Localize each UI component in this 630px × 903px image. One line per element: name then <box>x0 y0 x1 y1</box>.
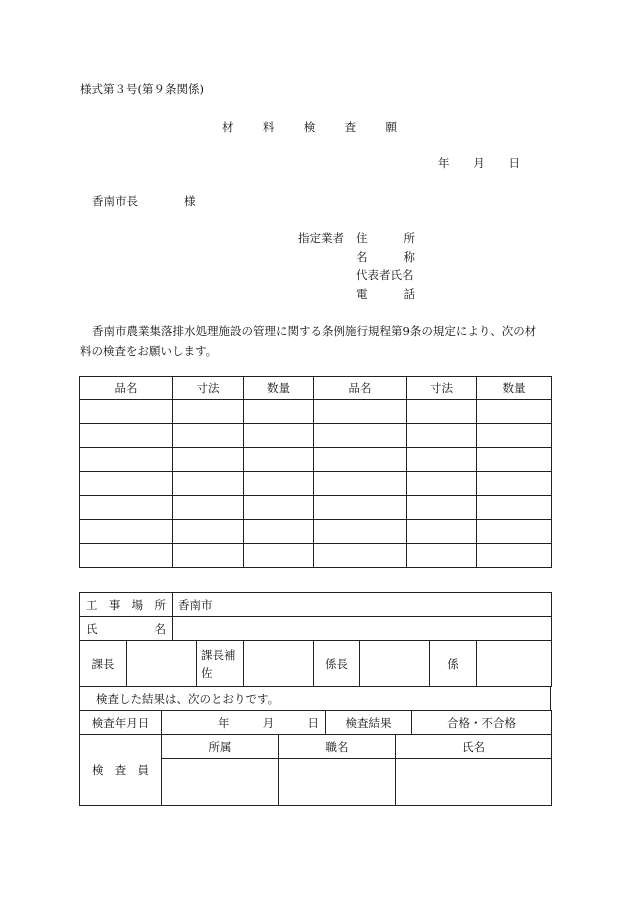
label-char: 氏 <box>86 621 98 636</box>
table-cell[interactable] <box>173 544 244 568</box>
table-header-row <box>80 377 552 400</box>
name-label <box>80 617 173 641</box>
table-cell[interactable] <box>477 448 552 472</box>
label-char: 査 <box>114 763 127 777</box>
body-text-line1: 香南市農業集落排水処理施設の管理に関する条例施行規程第9条の規定により、次の材 <box>92 324 537 338</box>
field-char: 称 <box>403 250 415 264</box>
table-cell[interactable] <box>407 544 477 568</box>
inspector-name-value[interactable] <box>396 759 552 806</box>
table-row <box>80 520 552 544</box>
field-char: 所 <box>403 231 415 245</box>
date-year: 年 <box>438 156 450 170</box>
staff-label: 係 <box>430 641 477 687</box>
applicant-label: 指定業者 <box>298 231 344 245</box>
table-cell[interactable] <box>80 448 173 472</box>
inspector-name-header: 氏名 <box>396 735 552 759</box>
form-number: 様式第３号(第９条関係) <box>80 82 204 96</box>
table-cell[interactable] <box>477 520 552 544</box>
name-row <box>80 617 552 641</box>
table-cell[interactable] <box>173 400 244 424</box>
table-cell[interactable] <box>80 400 173 424</box>
section-chief-stamp[interactable] <box>127 641 197 687</box>
table-cell[interactable] <box>80 424 173 448</box>
table-cell[interactable] <box>314 520 407 544</box>
inspection-result-table <box>79 710 552 735</box>
site-label <box>80 593 173 617</box>
table-cell[interactable] <box>477 544 552 568</box>
applicant-phone-label <box>356 286 415 302</box>
table-cell[interactable] <box>407 424 477 448</box>
inspector-affiliation-value[interactable] <box>162 759 279 806</box>
table-cell[interactable] <box>407 400 477 424</box>
deputy-chief-label-line2: 佐 <box>201 665 213 680</box>
table-cell[interactable] <box>477 424 552 448</box>
table-cell[interactable] <box>80 472 173 496</box>
site-row <box>80 593 552 617</box>
body-text-line2: 料の検査をお願いします。 <box>80 344 218 358</box>
inspector-affiliation-header: 所属 <box>162 735 279 759</box>
table-cell[interactable] <box>407 496 477 520</box>
addressee-honorific: 様 <box>184 194 196 208</box>
table-cell[interactable] <box>477 400 552 424</box>
table-cell[interactable] <box>173 472 244 496</box>
table-cell[interactable] <box>314 496 407 520</box>
field-char: 住 <box>356 231 368 245</box>
addressee-name: 香南市長 <box>92 194 138 208</box>
inspection-result-value[interactable]: 合格・不合格 <box>412 711 552 735</box>
table-cell[interactable] <box>477 496 552 520</box>
table-row <box>80 472 552 496</box>
table-row <box>80 496 552 520</box>
table-cell[interactable] <box>244 520 314 544</box>
label-char: 場 <box>131 597 144 612</box>
material-inspection-table <box>79 376 552 568</box>
table-cell[interactable] <box>173 520 244 544</box>
table-cell[interactable] <box>314 472 407 496</box>
table-cell[interactable] <box>173 496 244 520</box>
table-cell[interactable] <box>244 424 314 448</box>
applicant-address-label <box>356 230 415 246</box>
table-cell[interactable] <box>314 448 407 472</box>
document-title <box>222 119 397 135</box>
table-cell[interactable] <box>80 544 173 568</box>
title-char: 願 <box>385 120 397 134</box>
table-cell[interactable] <box>314 400 407 424</box>
staff-stamp[interactable] <box>477 641 552 687</box>
title-char: 材 <box>222 120 234 134</box>
header-size: 寸法 <box>407 377 477 400</box>
table-cell[interactable] <box>244 448 314 472</box>
title-char: 査 <box>344 120 357 134</box>
label-char: 員 <box>137 763 149 777</box>
table-cell[interactable] <box>314 424 407 448</box>
table-row <box>80 424 552 448</box>
label-char: 所 <box>154 597 166 612</box>
inspection-date-value[interactable] <box>162 711 326 735</box>
header-item-name: 品名 <box>80 377 173 400</box>
inspector-table <box>79 734 552 806</box>
title-char: 料 <box>262 120 275 134</box>
date-line <box>438 155 520 171</box>
table-cell[interactable] <box>477 472 552 496</box>
table-cell[interactable] <box>407 520 477 544</box>
title-char: 検 <box>303 120 316 134</box>
inspector-header-row <box>80 735 552 759</box>
header-size: 寸法 <box>173 377 244 400</box>
inspector-label <box>80 735 162 806</box>
table-cell[interactable] <box>244 496 314 520</box>
table-cell[interactable] <box>80 496 173 520</box>
subsection-chief-stamp[interactable] <box>360 641 430 687</box>
label-char: 工 <box>86 597 98 612</box>
table-cell[interactable] <box>407 472 477 496</box>
name-value[interactable] <box>173 617 552 641</box>
table-cell[interactable] <box>173 424 244 448</box>
applicant-representative-label: 代表者氏名 <box>356 268 414 282</box>
date-month-label: 月 <box>262 715 275 730</box>
table-cell[interactable] <box>244 400 314 424</box>
approval-table <box>79 640 552 687</box>
label-char: 検 <box>92 763 104 777</box>
approval-row <box>80 641 552 687</box>
inspection-result-label: 検査結果 <box>326 711 412 735</box>
date-day: 日 <box>508 156 520 170</box>
table-row <box>80 400 552 424</box>
field-char: 電 <box>356 287 368 301</box>
inspection-row <box>80 711 552 735</box>
deputy-chief-stamp[interactable] <box>244 641 314 687</box>
date-year-label: 年 <box>218 715 230 730</box>
deputy-chief-label-line1: 課長補 <box>201 647 236 662</box>
date-month: 月 <box>473 156 485 170</box>
table-cell[interactable] <box>314 544 407 568</box>
site-table <box>79 592 552 641</box>
field-char: 話 <box>403 287 415 301</box>
result-note: 検査した結果は、次のとおりです。 <box>80 687 551 711</box>
applicant-company-label <box>356 249 415 265</box>
site-value[interactable]: 香南市 <box>173 593 552 617</box>
result-note-table <box>79 686 551 711</box>
section-chief-label: 課長 <box>80 641 127 687</box>
label-char: 事 <box>108 597 121 612</box>
header-quantity: 数量 <box>244 377 314 400</box>
table-cell[interactable] <box>244 544 314 568</box>
table-row <box>80 448 552 472</box>
deputy-chief-label <box>197 641 244 687</box>
subsection-chief-label: 係長 <box>314 641 360 687</box>
table-row <box>80 544 552 568</box>
inspector-title-header: 職名 <box>279 735 396 759</box>
table-cell[interactable] <box>173 448 244 472</box>
table-cell[interactable] <box>244 472 314 496</box>
header-quantity: 数量 <box>477 377 552 400</box>
inspection-date-label: 検査年月日 <box>80 711 162 735</box>
table-cell[interactable] <box>80 520 173 544</box>
date-day-label: 日 <box>307 715 319 730</box>
inspector-title-value[interactable] <box>279 759 396 806</box>
label-char: 名 <box>154 621 166 636</box>
header-item-name: 品名 <box>314 377 407 400</box>
field-char: 名 <box>356 250 368 264</box>
table-cell[interactable] <box>407 448 477 472</box>
